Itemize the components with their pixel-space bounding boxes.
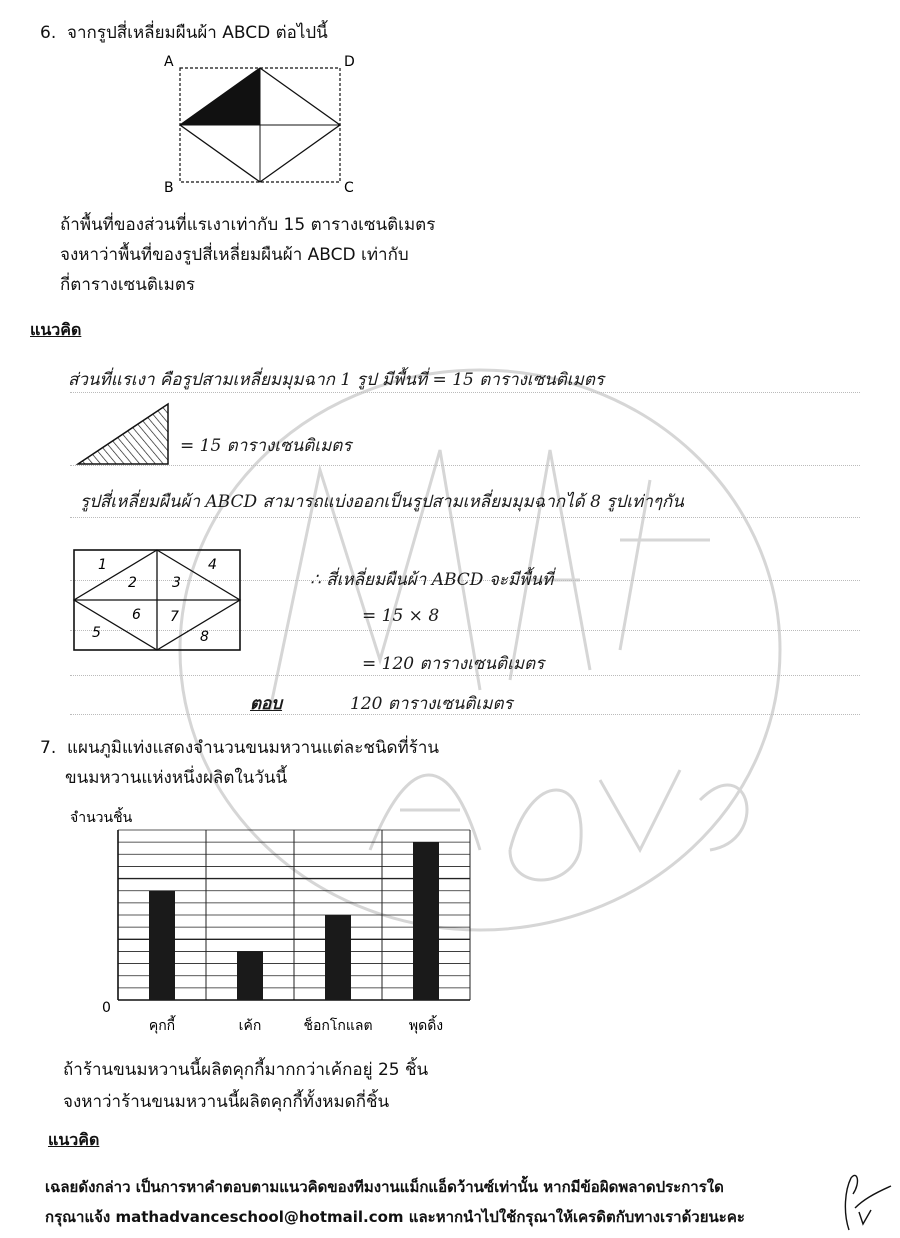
question-number: 6. xyxy=(40,23,57,43)
label-c: C xyxy=(344,180,354,196)
solution-line: = 120 ตารางเซนติเมตร xyxy=(362,654,545,674)
bar-4 xyxy=(413,842,439,1000)
region-number: 5 xyxy=(92,625,101,641)
signature xyxy=(835,1172,895,1234)
footer-disclaimer: เฉลยดังกล่าว เป็นการหาคำตอบตามแนวคิดของทีมงานแม็กแอ็ดว้านซ์เท่านั้น หากมีข้อผิดพลาดประการใด xyxy=(45,1178,724,1196)
region-number: 8 xyxy=(200,629,209,645)
category-label: พุดดิ้ง xyxy=(408,1018,444,1034)
category-label: เค้ก xyxy=(238,1018,262,1034)
answer-value: 120 ตารางเซนติเมตร xyxy=(350,694,513,714)
shaded-right-triangle xyxy=(70,400,180,470)
question-line: ขนมหวานแห่งหนึ่งผลิตในวันนี้ xyxy=(65,768,288,788)
rectangle-abcd-figure xyxy=(150,52,370,197)
solution-line: ส่วนที่แรเงา คือรูปสามเหลี่ยมมุมฉาก 1 รูป มีพื้นที่ = 15 ตารางเซนติเมตร xyxy=(68,370,604,390)
divided-rectangle-figure xyxy=(66,545,246,655)
answer-label: ตอบ xyxy=(250,694,283,714)
footer-contact: กรุณาแจ้ง mathadvanceschool@hotmail.com และหากนำไปใช้กรุณาให้เครดิตกับทางเราด้วยนะคะ xyxy=(45,1208,745,1226)
bar-2 xyxy=(237,951,263,1000)
question-text: แผนภูมิแท่งแสดงจำนวนขนมหวานแต่ละชนิดที่ร้าน xyxy=(67,738,440,758)
y-axis-label: จำนวนชิ้น xyxy=(70,810,133,826)
solution-line: รูปสี่เหลี่ยมผืนผ้า ABCD สามารถแบ่งออกเป็นรูปสามเหลี่ยมมุมฉากได้ 8 รูปเท่าๆกัน xyxy=(80,492,684,512)
question-line: กี่ตารางเซนติเมตร xyxy=(60,275,196,295)
label-d: D xyxy=(344,54,355,70)
solution-heading: แนวคิด xyxy=(30,320,82,339)
y-tick-label: 0 xyxy=(102,1000,111,1016)
bar-chart xyxy=(60,800,490,1045)
region-number: 4 xyxy=(208,557,217,573)
solution-line: ∴ สี่เหลี่ยมผืนผ้า ABCD จะมีพื้นที่ xyxy=(310,570,554,590)
question-6-title xyxy=(40,18,328,48)
question-number: 7. xyxy=(40,738,57,758)
question-line: ถ้าพื้นที่ของส่วนที่แรเงาเท่ากับ 15 ตารางเซนติเมตร xyxy=(60,215,436,235)
label-b: B xyxy=(164,180,174,196)
category-label: คุกกี้ xyxy=(148,1018,176,1034)
question-6-body xyxy=(60,210,435,300)
region-number: 1 xyxy=(98,557,107,573)
solution-line: = 15 ตารางเซนติเมตร xyxy=(180,436,352,456)
bar-1 xyxy=(149,891,175,1000)
region-number: 2 xyxy=(128,575,137,591)
solution-heading-7: แนวคิด xyxy=(48,1130,100,1149)
bar-3 xyxy=(325,915,351,1000)
question-line: จงหาว่าพื้นที่ของรูปสี่เหลี่ยมผืนผ้า ABCD เท่ากับ xyxy=(60,245,409,265)
question-text: จากรูปสี่เหลี่ยมผืนผ้า ABCD ต่อไปนี้ xyxy=(67,23,328,43)
question-7-title xyxy=(40,733,439,763)
region-number: 3 xyxy=(172,575,181,591)
question-line: จงหาว่าร้านขนมหวานนี้ผลิตคุกกี้ทั้งหมดกี่ชิ้น xyxy=(63,1092,390,1112)
solution-line: = 15 × 8 xyxy=(362,606,440,626)
category-label: ช็อกโกแลต xyxy=(303,1018,373,1034)
region-number: 6 xyxy=(132,607,141,623)
label-a: A xyxy=(164,54,174,70)
question-line: ถ้าร้านขนมหวานนี้ผลิตคุกกี้มากกว่าเค้กอยู่ 25 ชิ้น xyxy=(63,1060,429,1080)
region-number: 7 xyxy=(170,609,179,625)
